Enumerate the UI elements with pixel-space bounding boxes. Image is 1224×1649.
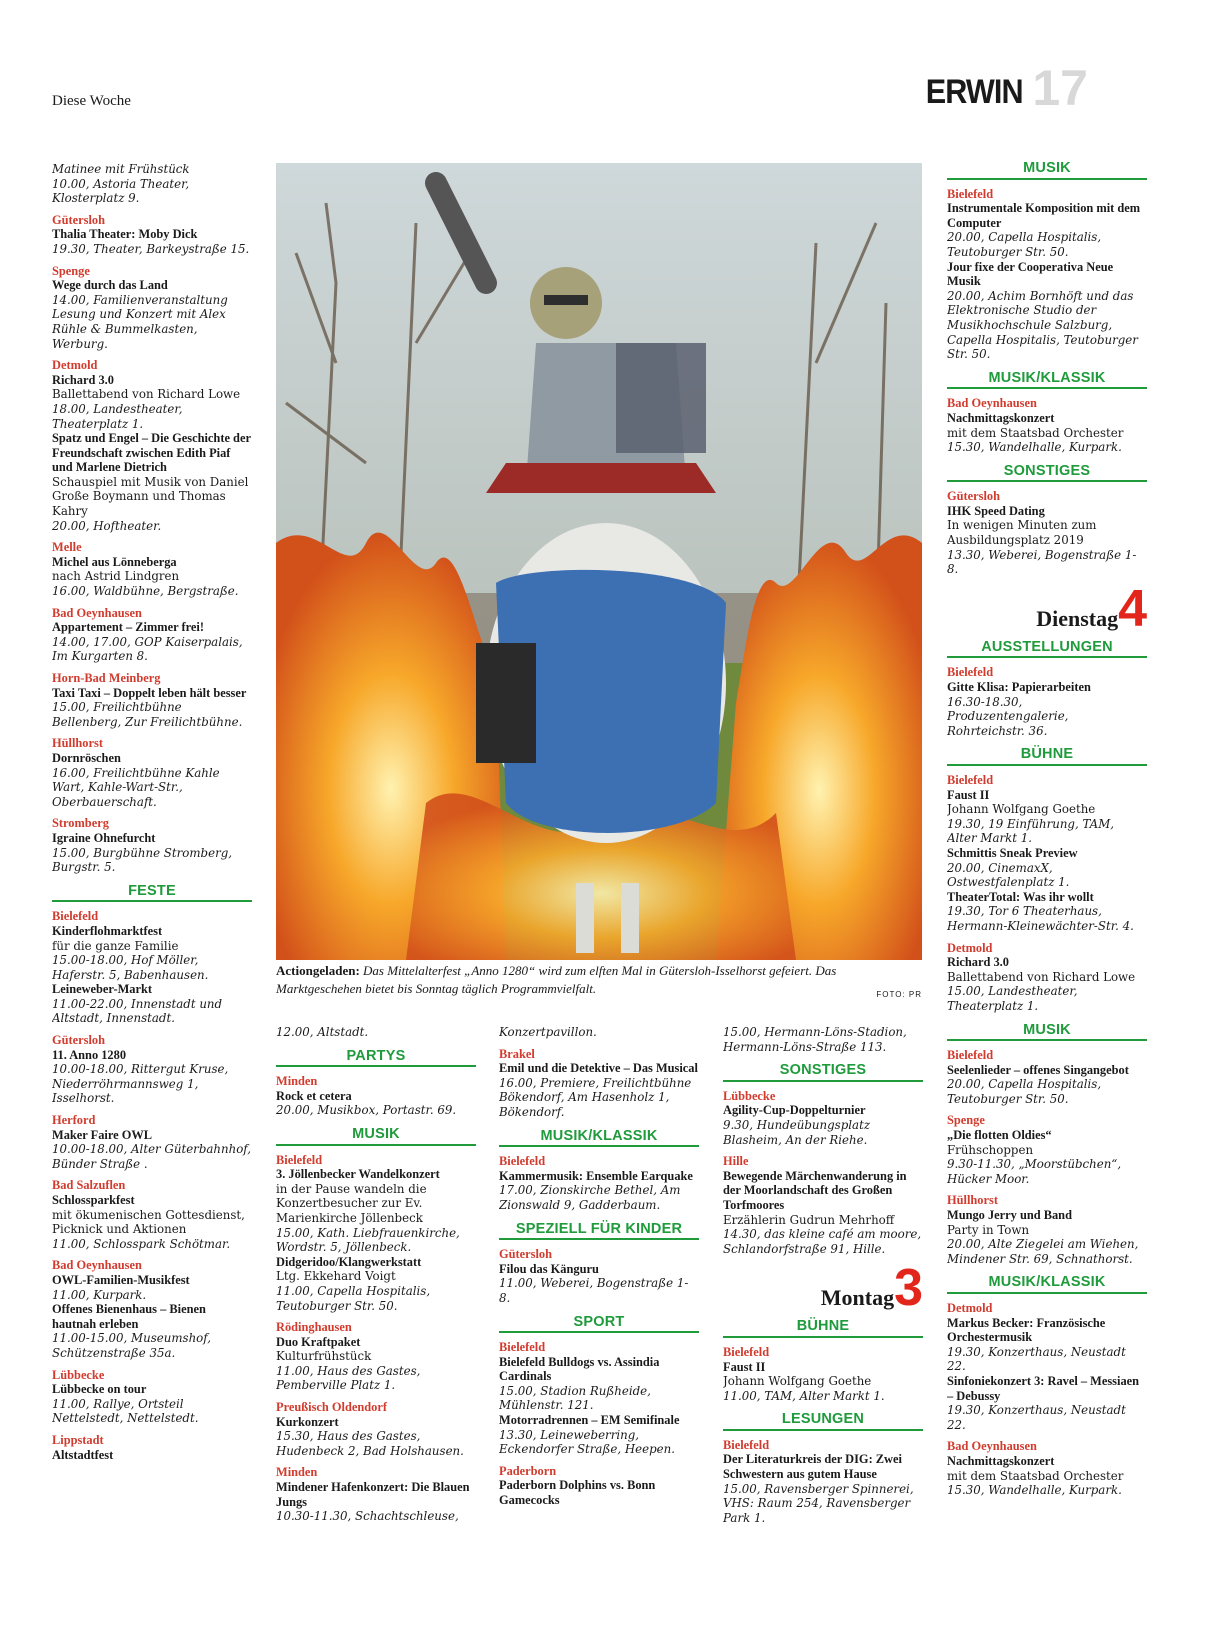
event-description: Ballettabend von Richard Lowe: [947, 969, 1136, 984]
event-details: 19.30, Theater, Barkeystraße 15.: [52, 241, 250, 256]
category-heading: MUSIK/KLASSIK: [947, 371, 1147, 390]
event-title: Filou das Känguru: [499, 1261, 599, 1276]
event-details: 19.30, Tor 6 Theaterhaus, Hermann-Kleinewächter-Str. 4.: [947, 904, 1134, 933]
day-heading: [947, 579, 1147, 638]
city-name: Lübbecke: [52, 1367, 105, 1382]
event-title: Sinfoniekonzert 3: Ravel – Messiaen – Debussy: [947, 1373, 1140, 1403]
city-name: Bielefeld: [947, 1048, 994, 1063]
event-title: Leineweber-Markt: [52, 982, 153, 997]
event-details: 11.00, Rallye, Ortsteil Nettelstedt, Nettelstedt.: [52, 1396, 199, 1426]
event-description: in der Pause wandeln die Konzertbesucher zur Ev. Marienkirche Jöllenbeck: [276, 1181, 427, 1225]
brand-logo: ERWIN: [925, 73, 1023, 111]
event-description: mit ökumenischen Gottesdienst, Picknick und Aktionen: [52, 1207, 245, 1237]
city-name: Bielefeld: [499, 1340, 546, 1355]
event-details: 20.00, Musikbox, Portastr. 69.: [276, 1103, 457, 1118]
event-title: Rock et cetera: [276, 1088, 352, 1103]
event-description: für die ganze Familie: [52, 938, 179, 953]
event-title: Kurkonzert: [276, 1414, 339, 1429]
event-title: „Die flotten Oldies“: [947, 1128, 1052, 1143]
city-name: Bielefeld: [276, 1152, 323, 1167]
event-details: 11.00-15.00, Museumshof, Schützenstraße 35a.: [52, 1331, 211, 1360]
category-heading: MUSIK/KLASSIK: [947, 1275, 1147, 1294]
event-details: 10.00-18.00, Alter Güterbahnhof, Bünder Straße .: [52, 1142, 251, 1171]
category-heading: BÜHNE: [723, 1319, 923, 1338]
listing-column-1: [52, 162, 252, 1602]
city-name: Bielefeld: [723, 1344, 770, 1359]
city-name: Detmold: [52, 358, 98, 373]
event-details: 20.00, Achim Bornhöft und das Elektronische Studio der Musikhochschule Salzburg, Capella Hospitalis, Teutoburger Str. 50.: [947, 288, 1138, 362]
listing-column-3: [499, 1025, 699, 1605]
event-title: Taxi Taxi – Doppelt leben hält besser: [52, 685, 247, 700]
event-details: 11.00, TAM, Alter Markt 1.: [723, 1388, 885, 1403]
event-title: Paderborn Dolphins vs. Bonn Gamecocks: [499, 1478, 656, 1508]
category-heading: PARTYS: [276, 1049, 476, 1068]
event-details: 11.00, Weberei, Bogenstraße 1-8.: [499, 1276, 689, 1305]
event-title: Nachmittagskonzert: [947, 410, 1055, 425]
event-title: OWL-Familien-Musikfest: [52, 1272, 190, 1287]
event-details: 20.00, Alte Ziegelei am Wiehen, Mindener Str. 69, Schnathorst.: [947, 1237, 1139, 1266]
event-details: 16.30-18.30, Produzentengalerie, Rohrteichstr. 36.: [947, 694, 1069, 738]
listing-column-5: [947, 152, 1147, 1607]
city-name: Paderborn: [499, 1463, 557, 1478]
event-title: Appartement – Zimmer frei!: [52, 620, 204, 635]
event-title: Wege durch das Land: [52, 278, 168, 293]
event-details: 13.30, Weberei, Bogenstraße 1-8.: [947, 547, 1137, 577]
event-details: 16.00, Freilichtbühne Kahle Wart, Kahle-Wart-Str., Oberbauerschaft.: [52, 765, 220, 809]
event-title: Gitte Klisa: Papierarbeiten: [947, 680, 1091, 695]
event-title: Dornröschen: [52, 750, 121, 765]
category-heading: FESTE: [52, 884, 252, 903]
category-heading: BÜHNE: [947, 747, 1147, 766]
event-details: 14.00, 17.00, GOP Kaiserpalais, Im Kurgarten 8.: [52, 634, 243, 664]
event-title: Bielefeld Bulldogs vs. Assindia Cardinals: [499, 1354, 660, 1384]
city-name: Bad Salzuflen: [52, 1178, 126, 1193]
section-label: Diese Woche: [52, 93, 131, 109]
event-title: IHK Speed Dating: [947, 503, 1045, 518]
event-title: Lübbecke on tour: [52, 1382, 147, 1397]
event-details: 19.30, Konzerthaus, Neustadt 22.: [947, 1344, 1126, 1374]
photo-caption: [276, 962, 922, 1004]
event-details: 18.00, Landestheater, Theaterplatz 1.: [52, 401, 183, 431]
city-name: Bielefeld: [52, 909, 99, 924]
event-title: TheaterTotal: Was ihr wollt: [947, 889, 1094, 904]
event-continued: Matinee mit Frühstück: [52, 162, 190, 176]
event-details: 15.00, Kath. Liebfrauenkirche, Wordstr. 5, Jöllenbeck.: [276, 1225, 460, 1255]
event-details: 15.00, Burgbühne Stromberg, Burgstr. 5.: [52, 845, 233, 875]
category-heading: MUSIK: [947, 1023, 1147, 1042]
day-name: Dienstag: [1036, 605, 1119, 631]
city-name: Gütersloh: [52, 1033, 106, 1048]
photo-credit: FOTO: PR: [876, 990, 922, 999]
event-details: 9.30, Hundeübungsplatz Blasheim, An der Riehe.: [723, 1117, 871, 1147]
city-name: Gütersloh: [52, 212, 106, 227]
category-heading: MUSIK/KLASSIK: [499, 1129, 699, 1148]
event-title: Richard 3.0: [52, 372, 114, 387]
event-details: 20.00, Capella Hospitalis, Teutoburger Str. 50.: [947, 230, 1102, 259]
event-title: 3. Jöllenbecker Wandelkonzert: [276, 1167, 440, 1182]
city-name: Bad Oeynhausen: [52, 1258, 142, 1273]
event-title: Nachmittagskonzert: [947, 1453, 1055, 1468]
event-title: Michel aus Lönneberga: [52, 554, 177, 569]
event-details: 11.00, Kurpark.: [52, 1287, 147, 1302]
city-name: Spenge: [52, 263, 90, 278]
category-heading: SPEZIELL FÜR KINDER: [499, 1222, 699, 1241]
city-name: Minden: [276, 1465, 318, 1480]
event-title: Motorradrennen – EM Semifinale: [499, 1413, 680, 1428]
listing-column-4: [723, 1025, 923, 1605]
city-name: Bad Oeynhausen: [947, 396, 1037, 411]
day-number: 3: [894, 1259, 923, 1318]
event-details: 9.30-11.30, „Moorstübchen“, Hücker Moor.: [947, 1157, 1122, 1186]
event-title: Instrumentale Komposition mit dem Computer: [947, 201, 1141, 230]
event-description: Ltg. Ekkehard Voigt: [276, 1269, 396, 1284]
event-details: 20.00, CinemaxX, Ostwestfalenplatz 1.: [947, 860, 1070, 890]
event-description: nach Astrid Lindgren: [52, 569, 180, 584]
event-details: 16.00, Waldbühne, Bergstraße.: [52, 584, 239, 599]
event-details: 20.00, Capella Hospitalis, Teutoburger Str. 50.: [947, 1077, 1102, 1106]
event-title: Faust II: [947, 787, 990, 802]
event-description: Kulturfrühstück: [276, 1349, 372, 1364]
city-name: Lippstadt: [52, 1432, 104, 1447]
day-number: 4: [1118, 579, 1147, 638]
category-heading: AUSSTELLUNGEN: [947, 640, 1147, 659]
category-heading: SONSTIGES: [723, 1063, 923, 1082]
event-title: Mungo Jerry und Band: [947, 1208, 1072, 1223]
event-description: Johann Wolfgang Goethe: [723, 1374, 872, 1389]
event-title: Mindener Hafenkonzert: Die Blauen Jungs: [276, 1480, 470, 1509]
city-name: Horn-Bad Meinberg: [52, 671, 161, 685]
event-details: 10.00-18.00, Rittergut Kruse, Niederröhrmannsweg 1, Isselhorst.: [52, 1062, 229, 1106]
event-details: 17.00, Zionskirche Bethel, Am Zionswald 9, Gadderbaum.: [499, 1183, 681, 1212]
event-details: 19.30, Konzerthaus, Neustadt 22.: [947, 1403, 1126, 1432]
event-title: Richard 3.0: [947, 955, 1009, 970]
event-title: Jour fixe der Cooperativa Neue Musik: [947, 259, 1114, 289]
event-title: Seelenlieder – offenes Singangebot: [947, 1062, 1129, 1077]
day-name: Montag: [820, 1285, 895, 1311]
event-title: Kammermusik: Ensemble Earquake: [499, 1168, 693, 1183]
event-details: 10.00, Astoria Theater, Klosterplatz 9.: [52, 176, 190, 206]
caption-lead: Actiongeladen:: [276, 963, 360, 978]
knight-photo: [276, 163, 922, 960]
event-details: 19.30, 19 Einführung, TAM, Alter Markt 1.: [947, 816, 1115, 846]
city-name: Hille: [723, 1154, 749, 1169]
event-details: 15.30, Haus des Gastes, Hudenbeck 2, Bad Holshausen.: [276, 1429, 464, 1458]
event-details: 12.00, Altstadt.: [276, 1025, 369, 1039]
category-heading: MUSIK: [947, 161, 1147, 180]
city-name: Detmold: [947, 1301, 993, 1315]
event-description: Schauspiel mit Musik von Daniel Große Boymann und Thomas Kahry: [52, 474, 249, 519]
category-heading: LESUNGEN: [723, 1412, 923, 1431]
event-title: 11. Anno 1280: [52, 1047, 127, 1062]
city-name: Spenge: [947, 1113, 985, 1128]
event-title: Kinderflohmarktfest: [52, 923, 163, 938]
event-title: Bewegende Märchenwanderung in der Moorlandschaft des Großen Torfmoores: [723, 1168, 907, 1212]
event-details: 20.00, Hoftheater.: [52, 518, 162, 533]
event-details: 16.00, Premiere, Freilichtbühne Bökendorf, Am Hasenholz 1, Bökendorf.: [499, 1075, 692, 1119]
city-name: Bielefeld: [947, 773, 994, 787]
event-details: 15.00-18.00, Hof Möller, Haferstr. 5, Babenhausen.: [52, 953, 209, 982]
event-details: 15.00, Ravensberger Spinnerei, VHS: Raum 254, Ravensberger Park 1.: [723, 1481, 914, 1525]
event-details: 11.00-22.00, Innenstadt und Altstadt, Innenstadt.: [52, 996, 223, 1026]
page-number: 17: [1032, 60, 1088, 116]
event-title: Faust II: [723, 1359, 766, 1374]
event-title: Der Literaturkreis der DIG: Zwei Schwestern aus gutem Hause: [723, 1452, 902, 1482]
category-heading: SONSTIGES: [947, 464, 1147, 483]
city-name: Brakel: [499, 1046, 535, 1061]
city-name: Hüllhorst: [947, 1193, 998, 1208]
city-name: Detmold: [947, 940, 993, 955]
city-name: Rödinghausen: [276, 1320, 352, 1335]
event-details: 14.30, das kleine café am moore, Schlandorfstraße 91, Hille.: [723, 1227, 922, 1256]
event-details: Konzertpavillon.: [499, 1025, 597, 1039]
event-description: Frühschoppen: [947, 1142, 1034, 1157]
event-description: In wenigen Minuten zum Ausbildungsplatz 2019: [947, 518, 1097, 548]
event-details: 15.00, Freilichtbühne Bellenberg, Zur Freilichtbühne.: [52, 700, 243, 729]
event-details: 15.30, Wandelhalle, Kurpark.: [947, 1483, 1122, 1498]
event-title: Emil und die Detektive – Das Musical: [499, 1061, 698, 1076]
event-description: mit dem Staatsbad Orchester: [947, 1468, 1124, 1483]
event-description: Ballettabend von Richard Lowe: [52, 387, 241, 402]
city-name: Herford: [52, 1113, 96, 1128]
event-title: Maker Faire OWL: [52, 1127, 153, 1142]
city-name: Bielefeld: [947, 665, 994, 680]
event-title: Didgeridoo/Klangwerkstatt: [276, 1254, 422, 1269]
event-details: 11.00, Capella Hospitalis, Teutoburger Str. 50.: [276, 1283, 431, 1313]
event-details: 11.00, Haus des Gastes, Pemberville Platz 1.: [276, 1363, 421, 1393]
event-title: Igraine Ohnefurcht: [52, 830, 156, 845]
event-title: Spatz und Engel – Die Geschichte der Freundschaft zwischen Edith Piaf und Marlene Dietrich: [52, 431, 251, 475]
event-description: Erzählerin Gudrun Mehrhoff: [723, 1212, 895, 1227]
event-title: Schmittis Sneak Preview: [947, 845, 1078, 860]
masthead: [915, 60, 1088, 116]
event-title: Markus Becker: Französische Orchestermusik: [947, 1315, 1106, 1345]
city-name: Hüllhorst: [52, 736, 103, 751]
city-name: Preußisch Oldendorf: [276, 1400, 387, 1415]
event-title: Thalia Theater: Moby Dick: [52, 227, 198, 242]
event-details: 15.00, Stadion Rußheide, Mühlenstr. 121.: [499, 1383, 651, 1413]
caption-text: Das Mittelalterfest „Anno 1280“ wird zum elften Mal in Gütersloh-Isselhorst gefeiert. Das Marktgeschehen bietet bis Sonntag täglich Programmvielfalt.: [276, 963, 837, 996]
category-heading: SPORT: [499, 1315, 699, 1334]
city-name: Stromberg: [52, 816, 109, 831]
event-title: Schlossparkfest: [52, 1193, 135, 1207]
event-details: 10.30-11.30, Schachtschleuse,: [276, 1509, 459, 1524]
city-name: Minden: [276, 1074, 318, 1089]
event-details: 13.30, Leineweberring, Eckendorfer Straße, Heepen.: [499, 1427, 675, 1457]
event-title: Agility-Cup-Doppelturnier: [723, 1103, 866, 1118]
event-details: 15.00, Hermann-Löns-Stadion, Hermann-Löns-Straße 113.: [723, 1025, 907, 1054]
event-details: 11.00, Schlosspark Schötmar.: [52, 1236, 231, 1251]
category-heading: MUSIK: [276, 1127, 476, 1146]
city-name: Bielefeld: [723, 1437, 770, 1452]
event-title: Altstadtfest: [52, 1447, 114, 1462]
event-title: Duo Kraftpaket: [276, 1334, 361, 1349]
city-name: Gütersloh: [947, 489, 1001, 504]
event-details: 15.30, Wandelhalle, Kurpark.: [947, 440, 1122, 455]
event-details: 15.00, Landestheater, Theaterplatz 1.: [947, 984, 1078, 1013]
event-description: Party in Town: [947, 1222, 1030, 1237]
city-name: Gütersloh: [499, 1247, 553, 1262]
city-name: Bielefeld: [947, 186, 994, 201]
listing-column-2: [276, 1025, 476, 1605]
city-name: Bielefeld: [499, 1154, 546, 1169]
city-name: Bad Oeynhausen: [52, 605, 142, 620]
city-name: Melle: [52, 540, 82, 555]
day-heading: [723, 1259, 923, 1318]
city-name: Lübbecke: [723, 1088, 776, 1103]
event-description: Johann Wolfgang Goethe: [947, 802, 1096, 817]
event-description: mit dem Staatsbad Orchester: [947, 425, 1124, 440]
city-name: Bad Oeynhausen: [947, 1439, 1037, 1454]
event-details: 14.00, Familienveranstaltung Lesung und Konzert mit Alex Rühle & Bummelkasten, Werburg.: [52, 292, 228, 351]
event-title: Offenes Bienenhaus – Bienen hautnah erleben: [52, 1302, 206, 1331]
